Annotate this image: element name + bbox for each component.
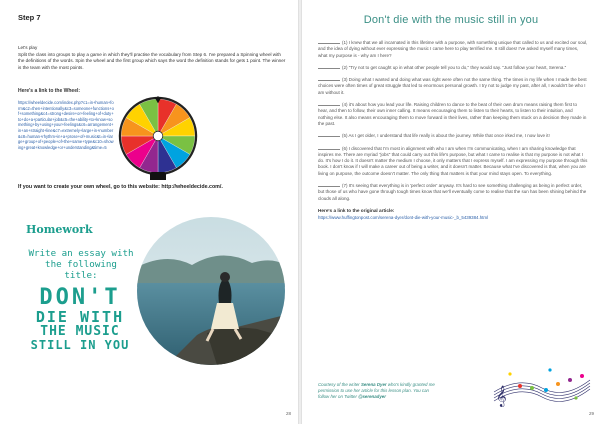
answer-blank [318, 136, 340, 137]
paragraph-number: (3) [342, 77, 348, 83]
credit-author: Serena Dyer [360, 382, 387, 387]
answer-blank [318, 149, 340, 150]
gap-fill-paragraph [318, 77, 588, 96]
essay-prompt: Write an essay with the following title: [28, 248, 134, 281]
lets-play-heading: Let's play [18, 45, 38, 50]
answer-blank [318, 43, 340, 44]
answer-blank [318, 105, 340, 106]
answer-blank [318, 80, 340, 81]
paragraph-number: (2) [342, 64, 348, 70]
gap-fill-paragraph [318, 183, 588, 202]
essay-title-art [20, 287, 140, 352]
paragraph-text: I discovered that I'm most in alignment with who I am when I'm communicating, when I am sharing knowledge that inspires me. There are myriad "jobs" that could carry out this life's purpose, but what I came to realise is that my purpose is not what I do. It's how I do it. It doesn't matter the medium I choose, it only matters that I express myself. I am expressing my purpose through this book. I don't know if I will make a career out of being a writer, and it doesn't matter. Because what I've discovered is that, when you are living on purpose, the outcome doesn't matter. The only thing that matters is that your mind stays open. To everything. [318, 145, 588, 176]
article-body [318, 40, 588, 220]
quote-line-1: DON'T [39, 285, 121, 310]
paragraph-text: As I get older, I understand that life really is about the journey. While that once irked me, I now love it! [348, 133, 550, 139]
paragraph-text: It's seeing that everything is in 'perfect order' anyway. It's hard to see something challenging as being in perfect order, but those of us who have gone through tough times know that we'll eventually come to realise that the sun has been shining behind the clouds all along. [318, 183, 587, 201]
answer-blank [318, 68, 340, 69]
music-notes-decoration [490, 362, 594, 408]
article-link[interactable]: https://www.huffingtonpost.com/serena-dyer/dont-die-with-your-music-_b_5439384.html [318, 214, 489, 220]
woman-by-lake-photo [137, 217, 285, 365]
step-title: Step 7 [18, 13, 41, 22]
gap-fill-paragraph [318, 133, 588, 139]
quote-line-2: DIE WITH [35, 308, 125, 326]
wheel-hub [153, 131, 163, 141]
paragraph-number: (4) [342, 102, 348, 108]
left-page [0, 0, 298, 424]
credit-twitter-handle[interactable]: @serenadyer [358, 394, 386, 399]
gap-fill-paragraph [318, 146, 588, 177]
credit-intro: Courtesy of the writer [318, 382, 360, 387]
paragraph-text: "Try not to get caught up in what other people tell you to do," they would say. "Just follow your heart, Serena." [348, 64, 567, 70]
wheel-link[interactable]: https://wheeldecide.com/index.php?c1=in+human+form&c2=then+intentionally&c3=someone+functions+of+something&c4=strong+desire+or+feeling+of+duty+to+do+a+particular+job&c5=the+ability+to+know+something+by+using+your+feelings&c6=arrangement+in+an+straight+line&c7=extremely+large+in+number&c8=human+rhythm+in+a+prose+of+music&t=in+large+group+of+people+of+the+same+type&c10=showing+great+knowledge+or+understanding&time=5 [18, 100, 114, 150]
page-number-right: 29 [589, 411, 595, 416]
quote-line-3: THE MUSIC [40, 324, 120, 339]
gap-fill-paragraph [318, 40, 588, 59]
paragraph-number: (7) [342, 183, 348, 189]
quote-line-4: STILL IN YOU [30, 338, 130, 352]
gap-fill-paragraphs [318, 40, 588, 202]
create-wheel-line: If you want to create your own wheel, go to this website: http://wheeldecide.com/. [18, 184, 223, 190]
answer-blank [318, 186, 340, 187]
article-link-label: Here's a link to the original article: [318, 207, 395, 213]
paragraph-number: (6) [342, 145, 348, 151]
article-title: Don't die with the music still in you [363, 14, 539, 26]
game-instructions: Split the class into groups to play a game in which they'll practise the vocabulary from Step 6. I've prepared a Spinning wheel with the definitions of the words. Spin the wheel and the first group which says the word the definition stands for gets 1 point. The winner is the team with the most points. [18, 52, 286, 70]
svg-text:𝄞: 𝄞 [496, 386, 507, 407]
paragraph-number: (5) [342, 133, 348, 139]
paragraph-text: I knew that we all incarnated in this lifetime with a purpose, with something unique that called to us and excited our soul, and the idea of dying without ever expressing the music I came here to play terrified me. It still does! I've asked myself many times, what my purpose is - why am I here? [318, 40, 588, 58]
wheel-stand [150, 172, 166, 180]
gap-fill-paragraph [318, 65, 588, 71]
credit-rest: who's kindly granted me permission to use her article for this lesson plan. You can follow her on Twitter [318, 382, 435, 399]
paragraph-text: Doing what I wanted and doing what was right were often not the same thing. The times in my life when I made the best choices were often times of great struggle that led to enormous personal growth. I try not to judge my past, after all, I wouldn't be who I am without it. [318, 77, 587, 95]
paragraph-number: (1) [342, 40, 348, 45]
homework-title: Homework [26, 223, 93, 236]
paragraph-text: it's about how you lead your life. Raising children to dance to the beat of their own drum means raising them first to hear, and then to follow, their own inner calling. It means encouraging them to listen to their hearts, to listen to their intuition, and nothing else. It also means encouraging them to move forward in their lives, rather than keeping them stuck on a decision they made in the past. [318, 102, 587, 126]
author-credit [318, 382, 438, 400]
wheel-link-label: Here's a link to the Wheel: [18, 88, 81, 94]
gap-fill-paragraph [318, 102, 588, 127]
right-page [302, 0, 600, 424]
spinning-wheel-image [118, 96, 198, 176]
page-number-left: 28 [286, 411, 292, 416]
